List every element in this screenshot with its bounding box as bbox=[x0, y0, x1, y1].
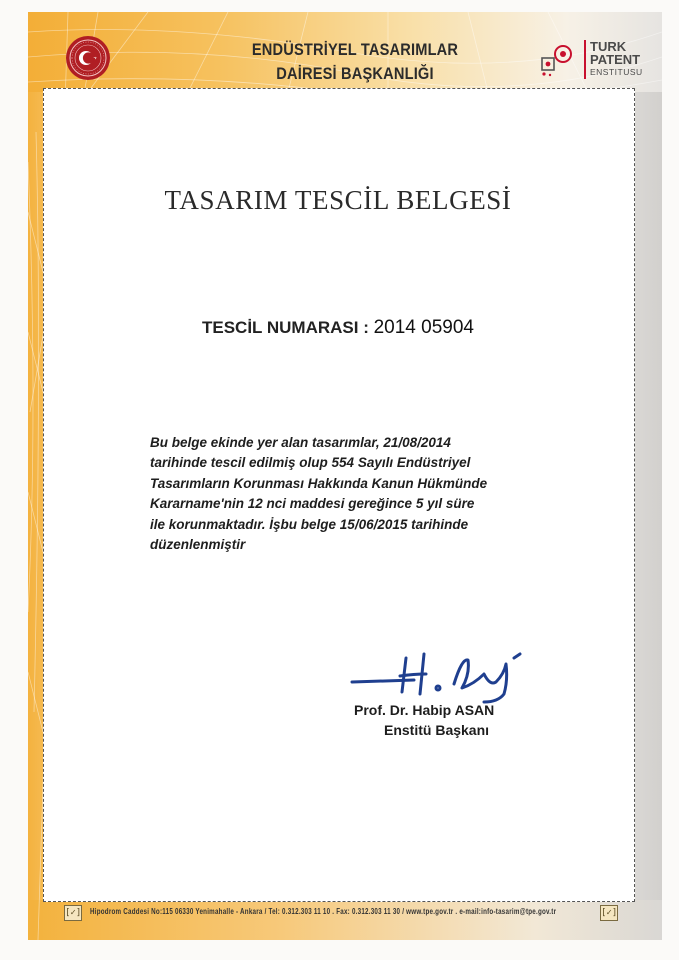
footer-logo-icon: [✓] bbox=[64, 905, 82, 921]
department-title-line1: ENDÜSTRİYEL TASARIMLAR bbox=[251, 40, 459, 59]
signatory-name: Prof. Dr. Habip ASAN bbox=[354, 702, 495, 718]
statement-line: düzenlenmiştir bbox=[150, 537, 246, 553]
statement-line: Kararname'nin 12 nci maddesi gereğince 5 yıl süre bbox=[150, 496, 475, 512]
registration-number-line bbox=[43, 317, 633, 339]
turk-patent-mark-icon bbox=[538, 44, 578, 78]
handwritten-signature bbox=[344, 644, 534, 704]
department-title-line2: DAİRESİ BAŞKANLIĞI bbox=[276, 64, 434, 83]
footer-contact-bar bbox=[64, 905, 620, 921]
turkish-crescent-star-seal-icon bbox=[64, 34, 112, 82]
statement-line: ile korunmaktadır. İşbu belge 15/06/2015 tarihinde bbox=[150, 516, 469, 532]
signatory-block bbox=[340, 700, 540, 740]
logo-text-turk: TURK bbox=[590, 39, 627, 54]
statement-line: Bu belge ekinde yer alan tasarımlar, 21/08/2014 bbox=[150, 435, 451, 450]
turk-patent-logo bbox=[538, 40, 648, 86]
document-title: TASARIM TESCİL BELGESİ bbox=[164, 185, 512, 215]
logo-text-patent: PATENT bbox=[590, 52, 641, 67]
certificate-statement bbox=[150, 433, 532, 555]
statement-line: tarihinde tescil edilmiş olup 554 Sayılı Endüstriyel bbox=[150, 455, 471, 471]
signatory-title: Enstitü Başkanı bbox=[384, 722, 490, 738]
statement-line: Tasarımların Korunması Hakkında Kanun Hükmünde bbox=[150, 475, 488, 491]
registration-label: TESCİL NUMARASI : bbox=[202, 318, 369, 337]
footer-logo-icon: [✓] bbox=[600, 905, 618, 921]
logo-text-enstitusu: ENSTITUSU bbox=[590, 67, 643, 77]
department-title bbox=[222, 38, 489, 86]
registration-number: 2014 05904 bbox=[373, 317, 474, 338]
footer-contact-text: Hipodrom Caddesi No:115 06330 Yenimahalle - Ankara / Tel: 0.312.303 11 10 . Fax: 0.312.303 11 30 / www.tpe.gov.tr . e-mail:info-tasarim@tpe.gov.tr bbox=[90, 907, 557, 916]
